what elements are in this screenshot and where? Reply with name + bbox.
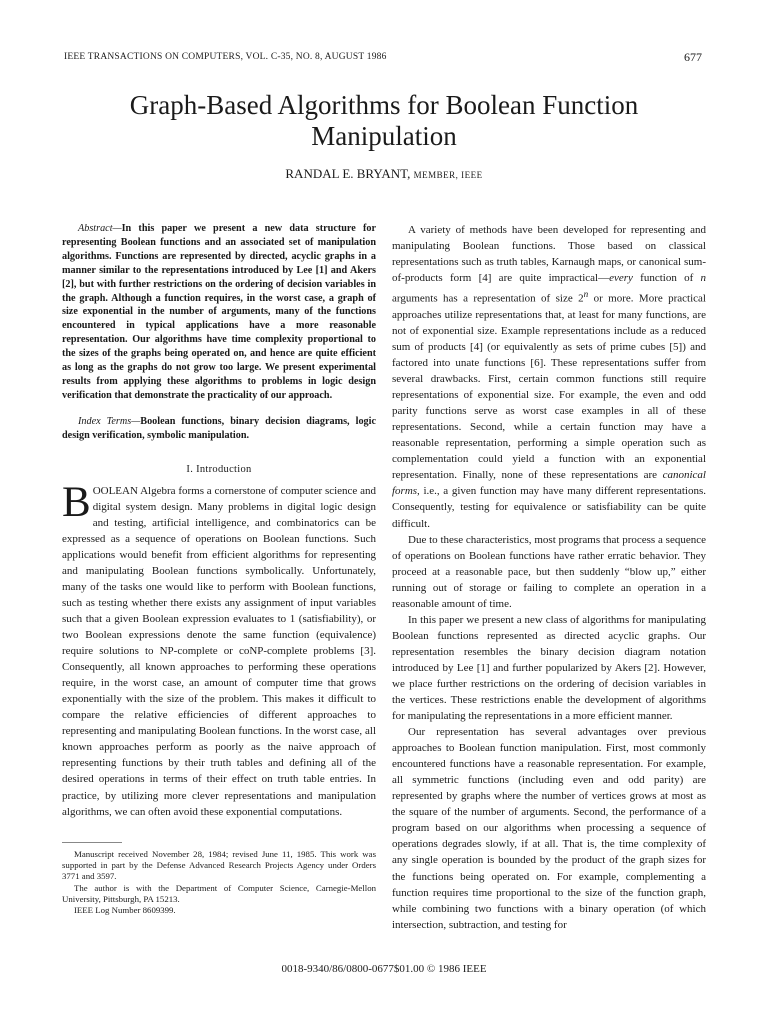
text-run: A variety of methods have been developed for representing and manipulating Boolean functions. Those based on classical representations such as truth tables, Karnaugh maps, or canonical sum-of-products form [4] are quite impractical— [392, 224, 706, 285]
author-line [0, 166, 768, 182]
running-head: IEEE TRANSACTIONS ON COMPUTERS, VOL. C-35, NO. 8, AUGUST 1986 [64, 52, 387, 62]
index-terms-text: Boolean functions, binary decision diagrams, logic design verification, symbolic manipulation. [62, 415, 376, 441]
copyright-footer: 0018-9340/86/0800-0677$01.00 © 1986 IEEE [281, 963, 487, 975]
footnote-received: Manuscript received November 28, 1984; revised June 11, 1985. This work was supported in part by the Defense Advanced Research Projects Agency under Orders 3771 and 3597. [62, 848, 376, 882]
right-paragraph-1 [392, 222, 706, 532]
text-run: arguments has a representation of size 2 [392, 292, 584, 305]
page-number: 677 [684, 50, 702, 64]
introduction-text: OOLEAN Algebra forms a cornerstone of computer science and digital system design. Many problems in digital logic design and testing, artificial intelligence, and combinatorics can be expressed as a sequence of operations on Boolean functions. Such applications would benefit from efficient algorithms for representing and manipulating Boolean functions symbolically. Unfortunately, many of the tasks one would like to perform with Boolean functions, such as testing whether there exists any assignment of input variables such that a given Boolean expression evaluates to 1 (satisfiability), or two Boolean expressions denote the same function (equivalence) require solutions to NP-complete or coNP-complete problems [3]. Consequently, all known approaches to performing these operations require, in the worst case, an amount of computer time that grows exponentially with the size of the problem. This makes it difficult to compare the relative efficiencies of different approaches to representing and manipulating Boolean functions. In the worst case, all known approaches perform as poorly as the naive approach of representing functions by their truth tables and defining all of the desired operations in terms of their effect on truth table entries. In practice, by utilizing more clever representations and manipulation algorithms, we can often avoid these exponential computations. [62, 484, 376, 818]
emphasis-canonical-forms: canonical forms, [392, 469, 706, 498]
section-heading-introduction: I. Introduction [186, 463, 252, 475]
author-name: RANDAL E. BRYANT, [285, 166, 411, 181]
footnote-log-number: IEEE Log Number 8609399. [74, 905, 176, 916]
right-paragraph-3: In this paper we present a new class of algorithms for manipulating Boolean functions represented as directed acyclic graphs. Our representation resembles the binary decision diagram notation introduced by Lee [1] and further popularized by Akers [2]. However, we place further restrictions on the ordering of decision variables in the vertices. These restrictions enable the development of algorithms for manipulating the representations in a more efficient manner. [392, 613, 706, 723]
abstract-label: Abstract— [78, 223, 122, 234]
footnote-affiliation: The author is with the Department of Computer Science, Carnegie-Mellon University, Pittsburgh, PA 15213. [62, 882, 376, 904]
title-line-2: Manipulation [311, 121, 457, 151]
title-line-1: Graph-Based Algorithms for Boolean Function [129, 90, 639, 120]
index-terms [62, 415, 376, 443]
emphasis-every: every [609, 272, 633, 285]
right-paragraph-4: Our representation has several advantages over previous approaches to Boolean function manipulation. First, most commonly encountered functions have a reasonable representation. For example, all symmetric functions (including even and odd parity) are represented by graphs where the number of vertices grows at most as the square of the number of arguments. Second, the performance of a program based on our algorithms when processing a sequence of operations degrades slowly, if at all. That is, the time complexity of any single operation is bounded by the product of the graph sizes for the functions being operated on. For example, complementing a function requires time proportional to the size of the function graph, while combining two functions with a binary operation (of which intersection, subtraction, and testing for [392, 726, 706, 931]
index-terms-label: Index Terms— [78, 415, 141, 427]
paper-title [0, 90, 768, 152]
abstract [62, 222, 376, 403]
drop-cap: B [62, 478, 91, 526]
superscript-n: n [583, 289, 589, 300]
introduction-paragraph-1 [62, 478, 376, 820]
text-run: or more. More practical approaches utilize representations that, at least for many functions, are not of exponential size. Example representations include as a reduced sum of products [4] (or equivalently as sets of prime cubes [5]) and factored into unate functions [6]. These representations suffer from several drawbacks. First, certain common functions still require representations of exponential size. For example, the even and odd parity functions serve as worst case examples in all of these representations. Second, while a certain function may have a reasonable representation, performing a simple operation such as complementation could yield a function with an exponential representation. Finally, none of these representations are [392, 292, 706, 482]
footnote-divider [62, 842, 122, 843]
text-run: function of [632, 272, 701, 285]
abstract-text: In this paper we present a new data structure for representing Boolean functions and an associated set of manipulation algorithms. Functions are represented by directed, acyclic graphs in a manner similar to the representations introduced by Lee [1] and Akers [2], but with further restrictions on the ordering of decision variables in the graph. Although a function requires, in the worst case, a graph of size exponential in the number of arguments, many of the functions encountered in typical applications have a more reasonable representation. Our algorithms have time complexity proportional to the sizes of the graphs being operated on, and hence are quite efficient as long as the graphs do not grow too large. We present experimental results from applying these algorithms to problems in logic design verification that demonstrate the practicality of our approach. [62, 223, 376, 401]
right-column [392, 222, 706, 933]
right-paragraph-2: Due to these characteristics, most programs that process a sequence of operations on Boolean functions have rather erratic behavior. They proceed at a reasonable pace, but then suddenly “blow up,” either running out of storage or failing to complete an operation in a reasonable amount of time. [392, 533, 706, 610]
author-membership: MEMBER, IEEE [413, 170, 483, 180]
variable-n: n [700, 272, 706, 285]
text-run: i.e., a given function may have many different representations. Consequently, testing for equivalence or satisfiability can be quite difficult. [392, 485, 706, 530]
left-column [62, 222, 376, 916]
